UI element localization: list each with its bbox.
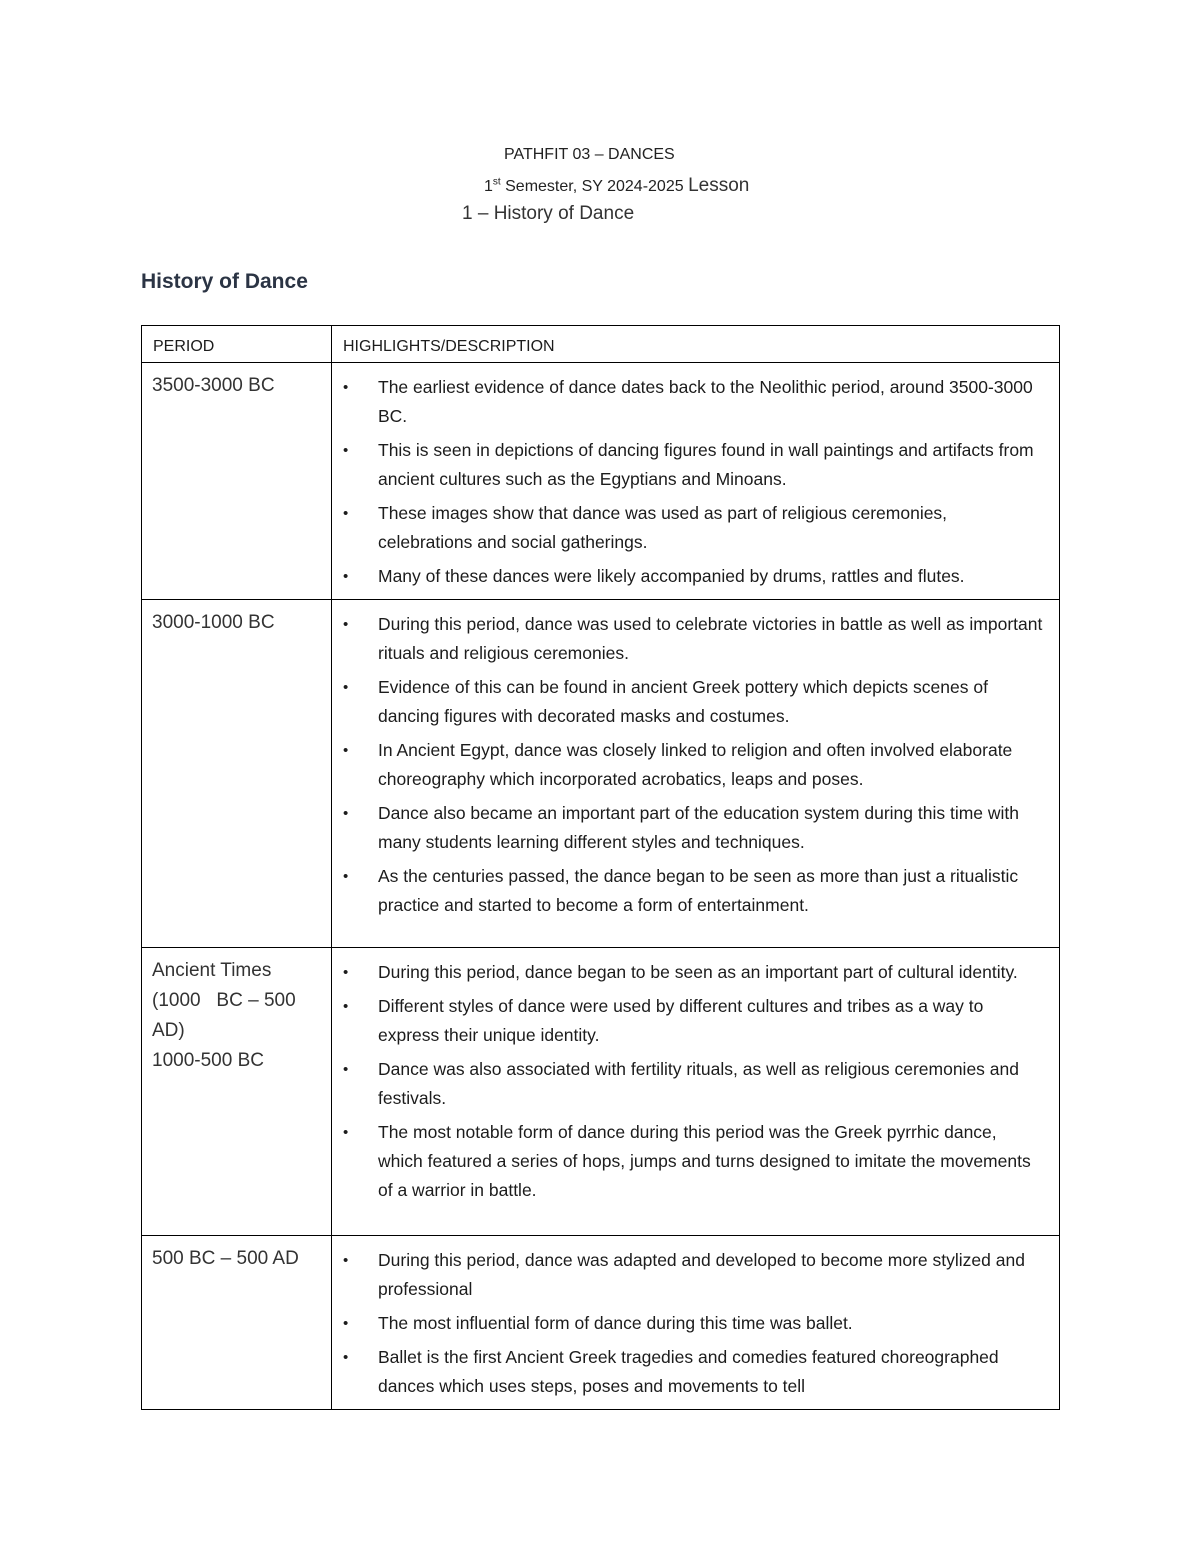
- lesson-label: Lesson: [688, 175, 750, 196]
- semester-number: 1: [484, 178, 493, 195]
- period-line: 500 BC – 500 AD: [152, 1248, 299, 1269]
- period-line: 3500-3000 BC: [152, 375, 275, 396]
- table-row: [142, 1236, 1060, 1410]
- bullet-item: • In Ancient Egypt, dance was closely linked to religion and often involved elaborate choreography which incorporated acrobatics, leaps and poses.: [340, 736, 1045, 794]
- period-cell: [142, 600, 332, 948]
- bullet-item: • The earliest evidence of dance dates back to the Neolithic period, around 3500-3000 BC.: [340, 373, 1045, 431]
- bullet-item: • As the centuries passed, the dance began to be seen as more than just a ritualistic practice and started to become a form of entertainment.: [340, 862, 1045, 920]
- period-cell: [142, 948, 332, 1236]
- header-period: PERIOD: [142, 326, 332, 363]
- period-line: 1000-500 BC: [152, 1050, 264, 1071]
- bullet-item: • Dance was also associated with fertility rituals, as well as religious ceremonies and festivals.: [340, 1055, 1045, 1113]
- bullet-list: [340, 610, 1045, 920]
- period-line: AD): [152, 1020, 185, 1041]
- bullet-item: • Ballet is the first Ancient Greek tragedies and comedies featured choreographed dances which uses steps, poses and movements to tell: [340, 1343, 1045, 1401]
- bullet-list: [340, 958, 1045, 1205]
- table-row: [142, 600, 1060, 948]
- table-row: [142, 363, 1060, 600]
- table-header-row: [142, 326, 1060, 363]
- bullet-item: • These images show that dance was used as part of religious ceremonies, celebrations and social gatherings.: [340, 499, 1045, 557]
- semester-line: [484, 175, 749, 197]
- bullet-item: • This is seen in depictions of dancing figures found in wall paintings and artifacts from ancient cultures such as the Egyptians and Minoans.: [340, 436, 1045, 494]
- period-line: (1000 BC – 500: [152, 990, 296, 1011]
- lesson-title: 1 – History of Dance: [462, 203, 635, 224]
- bullet-item: • During this period, dance was used to celebrate victories in battle as well as important rituals and religious ceremonies.: [340, 610, 1045, 668]
- description-cell: [332, 363, 1060, 600]
- bullet-item: • Many of these dances were likely accompanied by drums, rattles and flutes.: [340, 562, 1045, 591]
- description-cell: [332, 600, 1060, 948]
- semester-text: Semester, SY 2024-2025: [500, 178, 689, 195]
- bullet-item: • Different styles of dance were used by different cultures and tribes as a way to express their unique identity.: [340, 992, 1045, 1050]
- period-line: Ancient Times: [152, 960, 272, 981]
- table-row: [142, 948, 1060, 1236]
- semester-superscript: st: [492, 176, 501, 188]
- bullet-item: • During this period, dance was adapted and developed to become more stylized and professional: [340, 1246, 1045, 1304]
- history-table: [141, 325, 1060, 1410]
- bullet-item: • Evidence of this can be found in ancient Greek pottery which depicts scenes of dancing figures with decorated masks and costumes.: [340, 673, 1045, 731]
- period-cell: [142, 363, 332, 600]
- bullet-list: [340, 1246, 1045, 1401]
- description-cell: [332, 948, 1060, 1236]
- bullet-item: • Dance also became an important part of the education system during this time with many students learning different styles and techniques.: [340, 799, 1045, 857]
- section-heading: History of Dance: [141, 270, 308, 293]
- bullet-item: • The most notable form of dance during this period was the Greek pyrrhic dance, which featured a series of hops, jumps and turns designed to imitate the movements of a warrior in battle.: [340, 1118, 1045, 1205]
- bullet-item: • During this period, dance began to be seen as an important part of cultural identity.: [340, 958, 1045, 987]
- bullet-item: • The most influential form of dance during this time was ballet.: [340, 1309, 1045, 1338]
- course-title: PATHFIT 03 – DANCES: [504, 146, 675, 163]
- description-cell: [332, 1236, 1060, 1410]
- header-description: HIGHLIGHTS/DESCRIPTION: [332, 326, 1060, 363]
- period-cell: [142, 1236, 332, 1410]
- period-line: 3000-1000 BC: [152, 612, 275, 633]
- bullet-list: [340, 373, 1045, 591]
